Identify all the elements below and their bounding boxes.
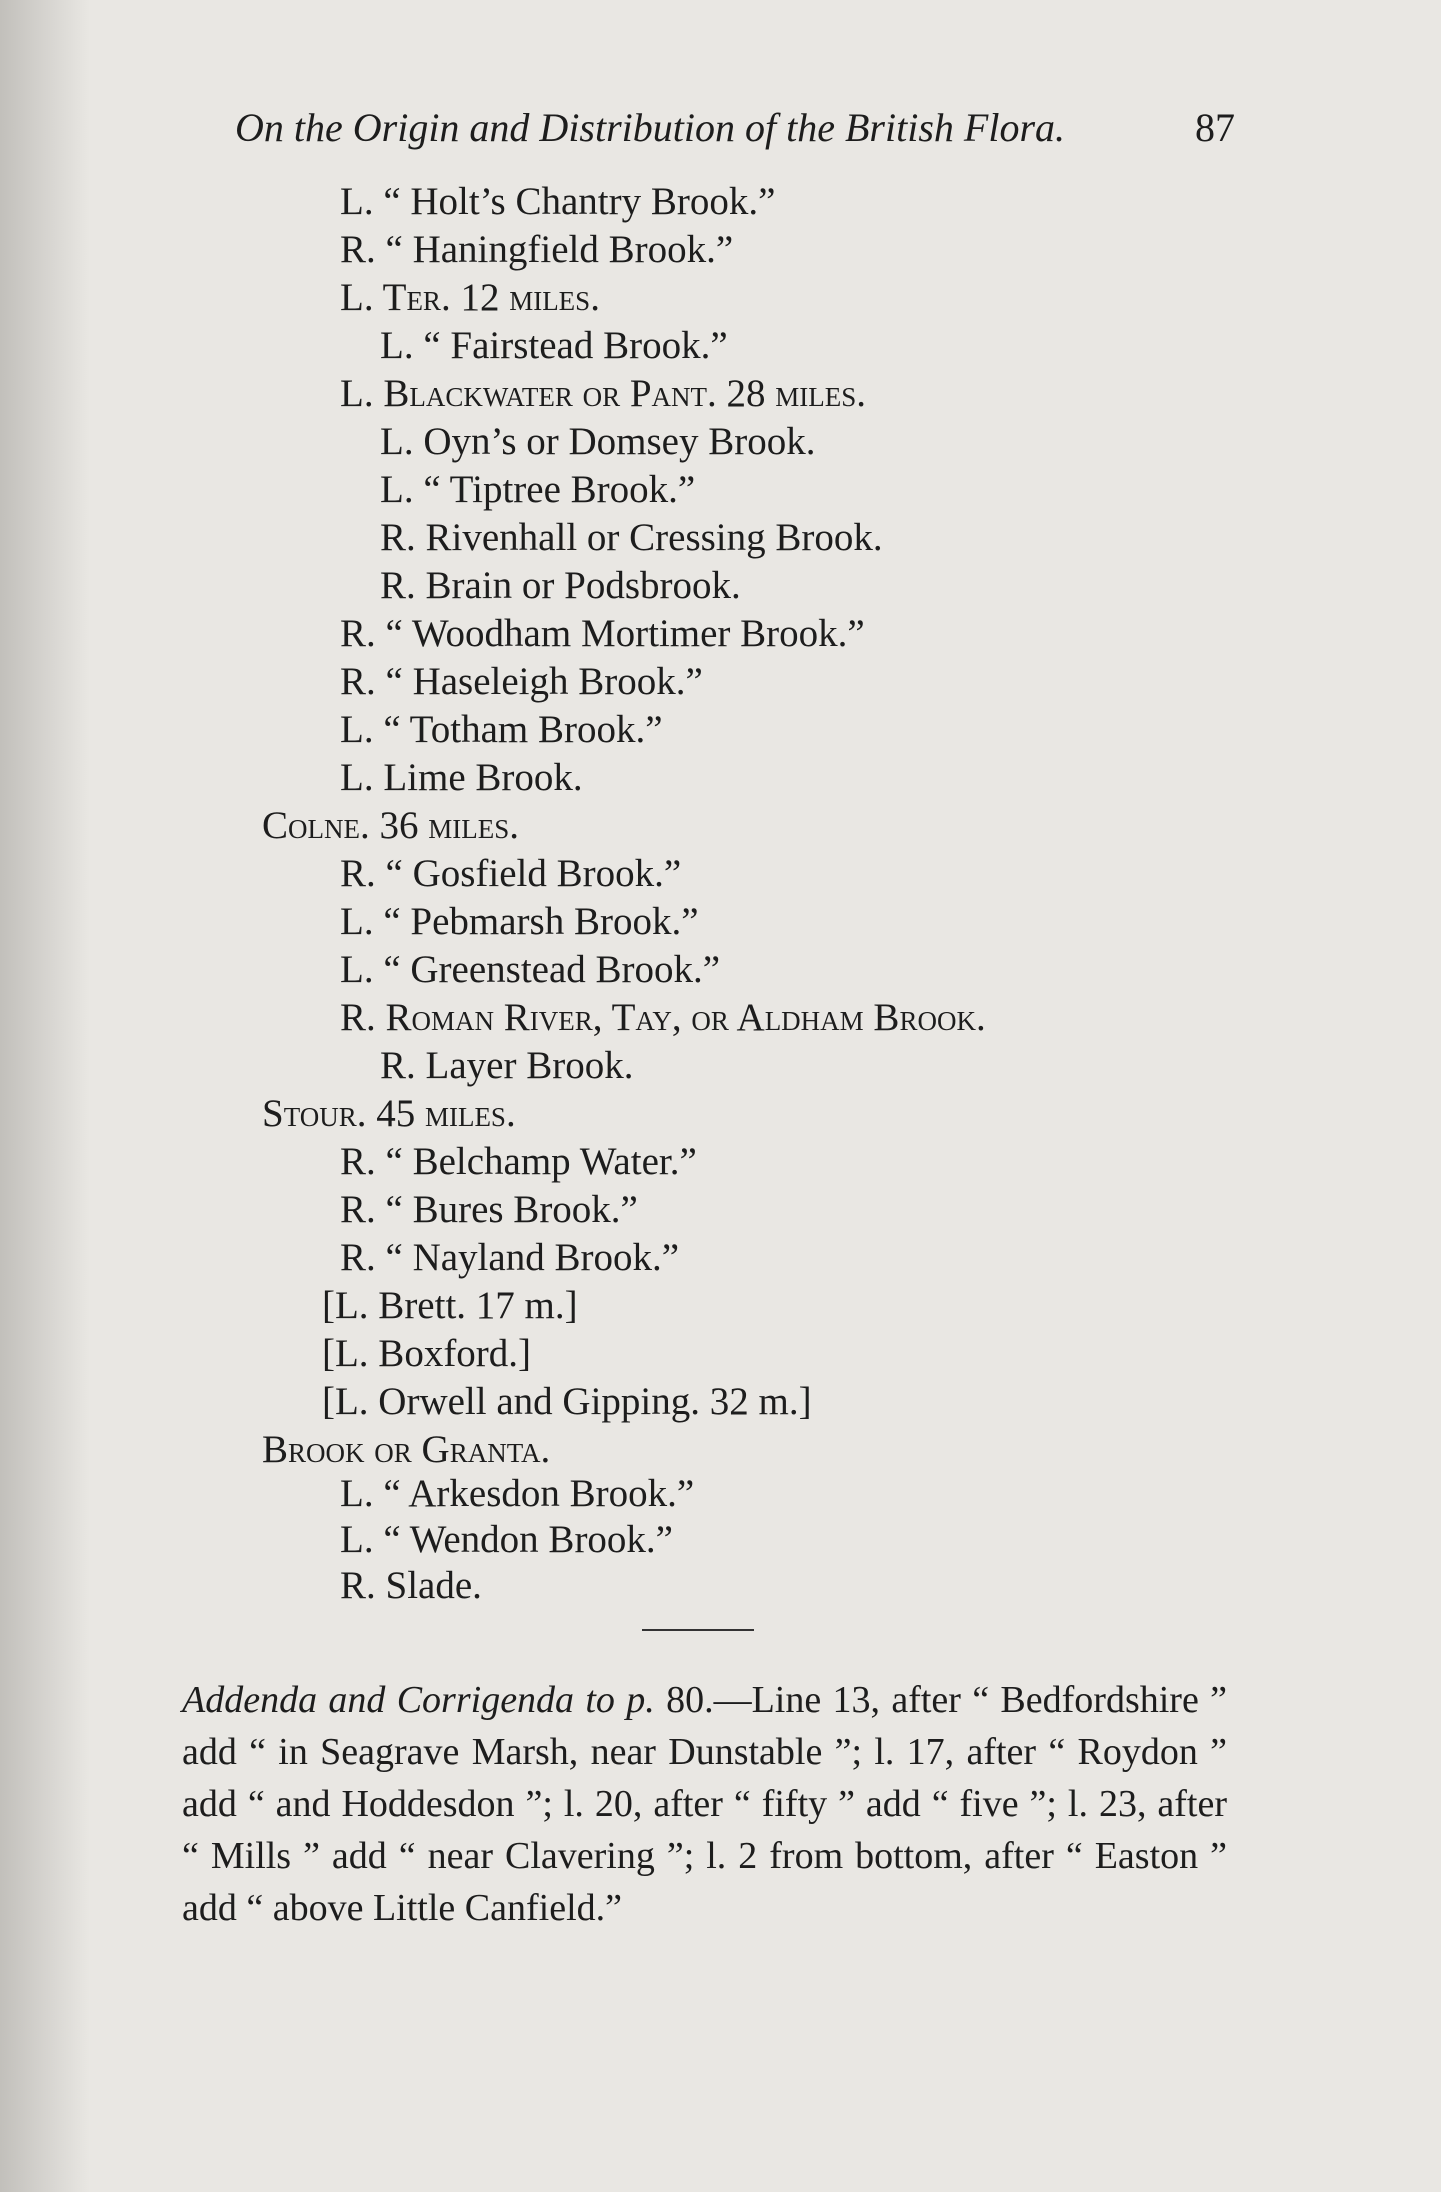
- list-item: L. “ Totham Brook.”: [340, 708, 663, 751]
- list-item: R. “ Bures Brook.”: [340, 1188, 638, 1231]
- list-item: [L. Orwell and Gipping. 32 m.]: [322, 1380, 812, 1423]
- list-item: L. “ Wendon Brook.”: [340, 1518, 673, 1561]
- list-item: Colne. 36 miles.: [262, 804, 519, 847]
- list-item: R. Brain or Podsbrook.: [380, 564, 741, 607]
- list-item: R. Layer Brook.: [380, 1044, 634, 1087]
- page-number: 87: [1195, 105, 1235, 150]
- addenda-lead: Addenda and Corrigenda to p.: [182, 1679, 655, 1721]
- list-item: R. “ Belchamp Water.”: [340, 1140, 697, 1183]
- list-item: L. “ Greenstead Brook.”: [340, 948, 721, 991]
- addenda-body: 80.—Line 13, after “ Bedfordshire ” add “ in Seagrave Marsh, near Dunstable ”; l. 17, after “ Roydon ” add “ and Hoddesdon ”; l. 20, after “ fifty ” add “ five ”; l. 23, after “ Mills ” add “ near Clavering ”; l. 2 from bottom, after “ Easton ” add “ above Little Canfield.”: [182, 1679, 1227, 1929]
- list-item: Brook or Granta.: [262, 1428, 551, 1471]
- list-item: L. “ Tiptree Brook.”: [380, 468, 696, 511]
- list-item: [L. Brett. 17 m.]: [322, 1284, 578, 1327]
- list-item: Stour. 45 miles.: [262, 1092, 516, 1135]
- list-item: L. “ Fairstead Brook.”: [380, 324, 728, 367]
- addenda-paragraph: [182, 1674, 1227, 1934]
- list-item: L. “ Pebmarsh Brook.”: [340, 900, 699, 943]
- running-header: [235, 104, 1235, 154]
- list-item: L. Oyn’s or Domsey Brook.: [380, 420, 816, 463]
- list-item: R. Rivenhall or Cressing Brook.: [380, 516, 883, 559]
- list-item: [L. Boxford.]: [322, 1332, 532, 1375]
- list-item: L. Lime Brook.: [340, 756, 583, 799]
- list-item: L. Blackwater or Pant. 28 miles.: [340, 372, 867, 415]
- list-item: R. “ Woodham Mortimer Brook.”: [340, 612, 865, 655]
- list-item: L. “ Arkesdon Brook.”: [340, 1472, 695, 1515]
- list-item: L. “ Holt’s Chantry Brook.”: [340, 180, 776, 223]
- list-item: R. “ Gosfield Brook.”: [340, 852, 682, 895]
- running-title: On the Origin and Distribution of the British Flora.: [235, 105, 1066, 150]
- list-item: R. “ Haseleigh Brook.”: [340, 660, 703, 703]
- list-item: R. “ Nayland Brook.”: [340, 1236, 680, 1279]
- list-item: R. “ Haningfield Brook.”: [340, 228, 734, 271]
- list-item: R. Roman River, Tay, or Aldham Brook.: [340, 996, 986, 1039]
- list-item: L. Ter. 12 miles.: [340, 276, 600, 319]
- section-divider: [642, 1629, 754, 1631]
- list-item: R. Slade.: [340, 1564, 482, 1607]
